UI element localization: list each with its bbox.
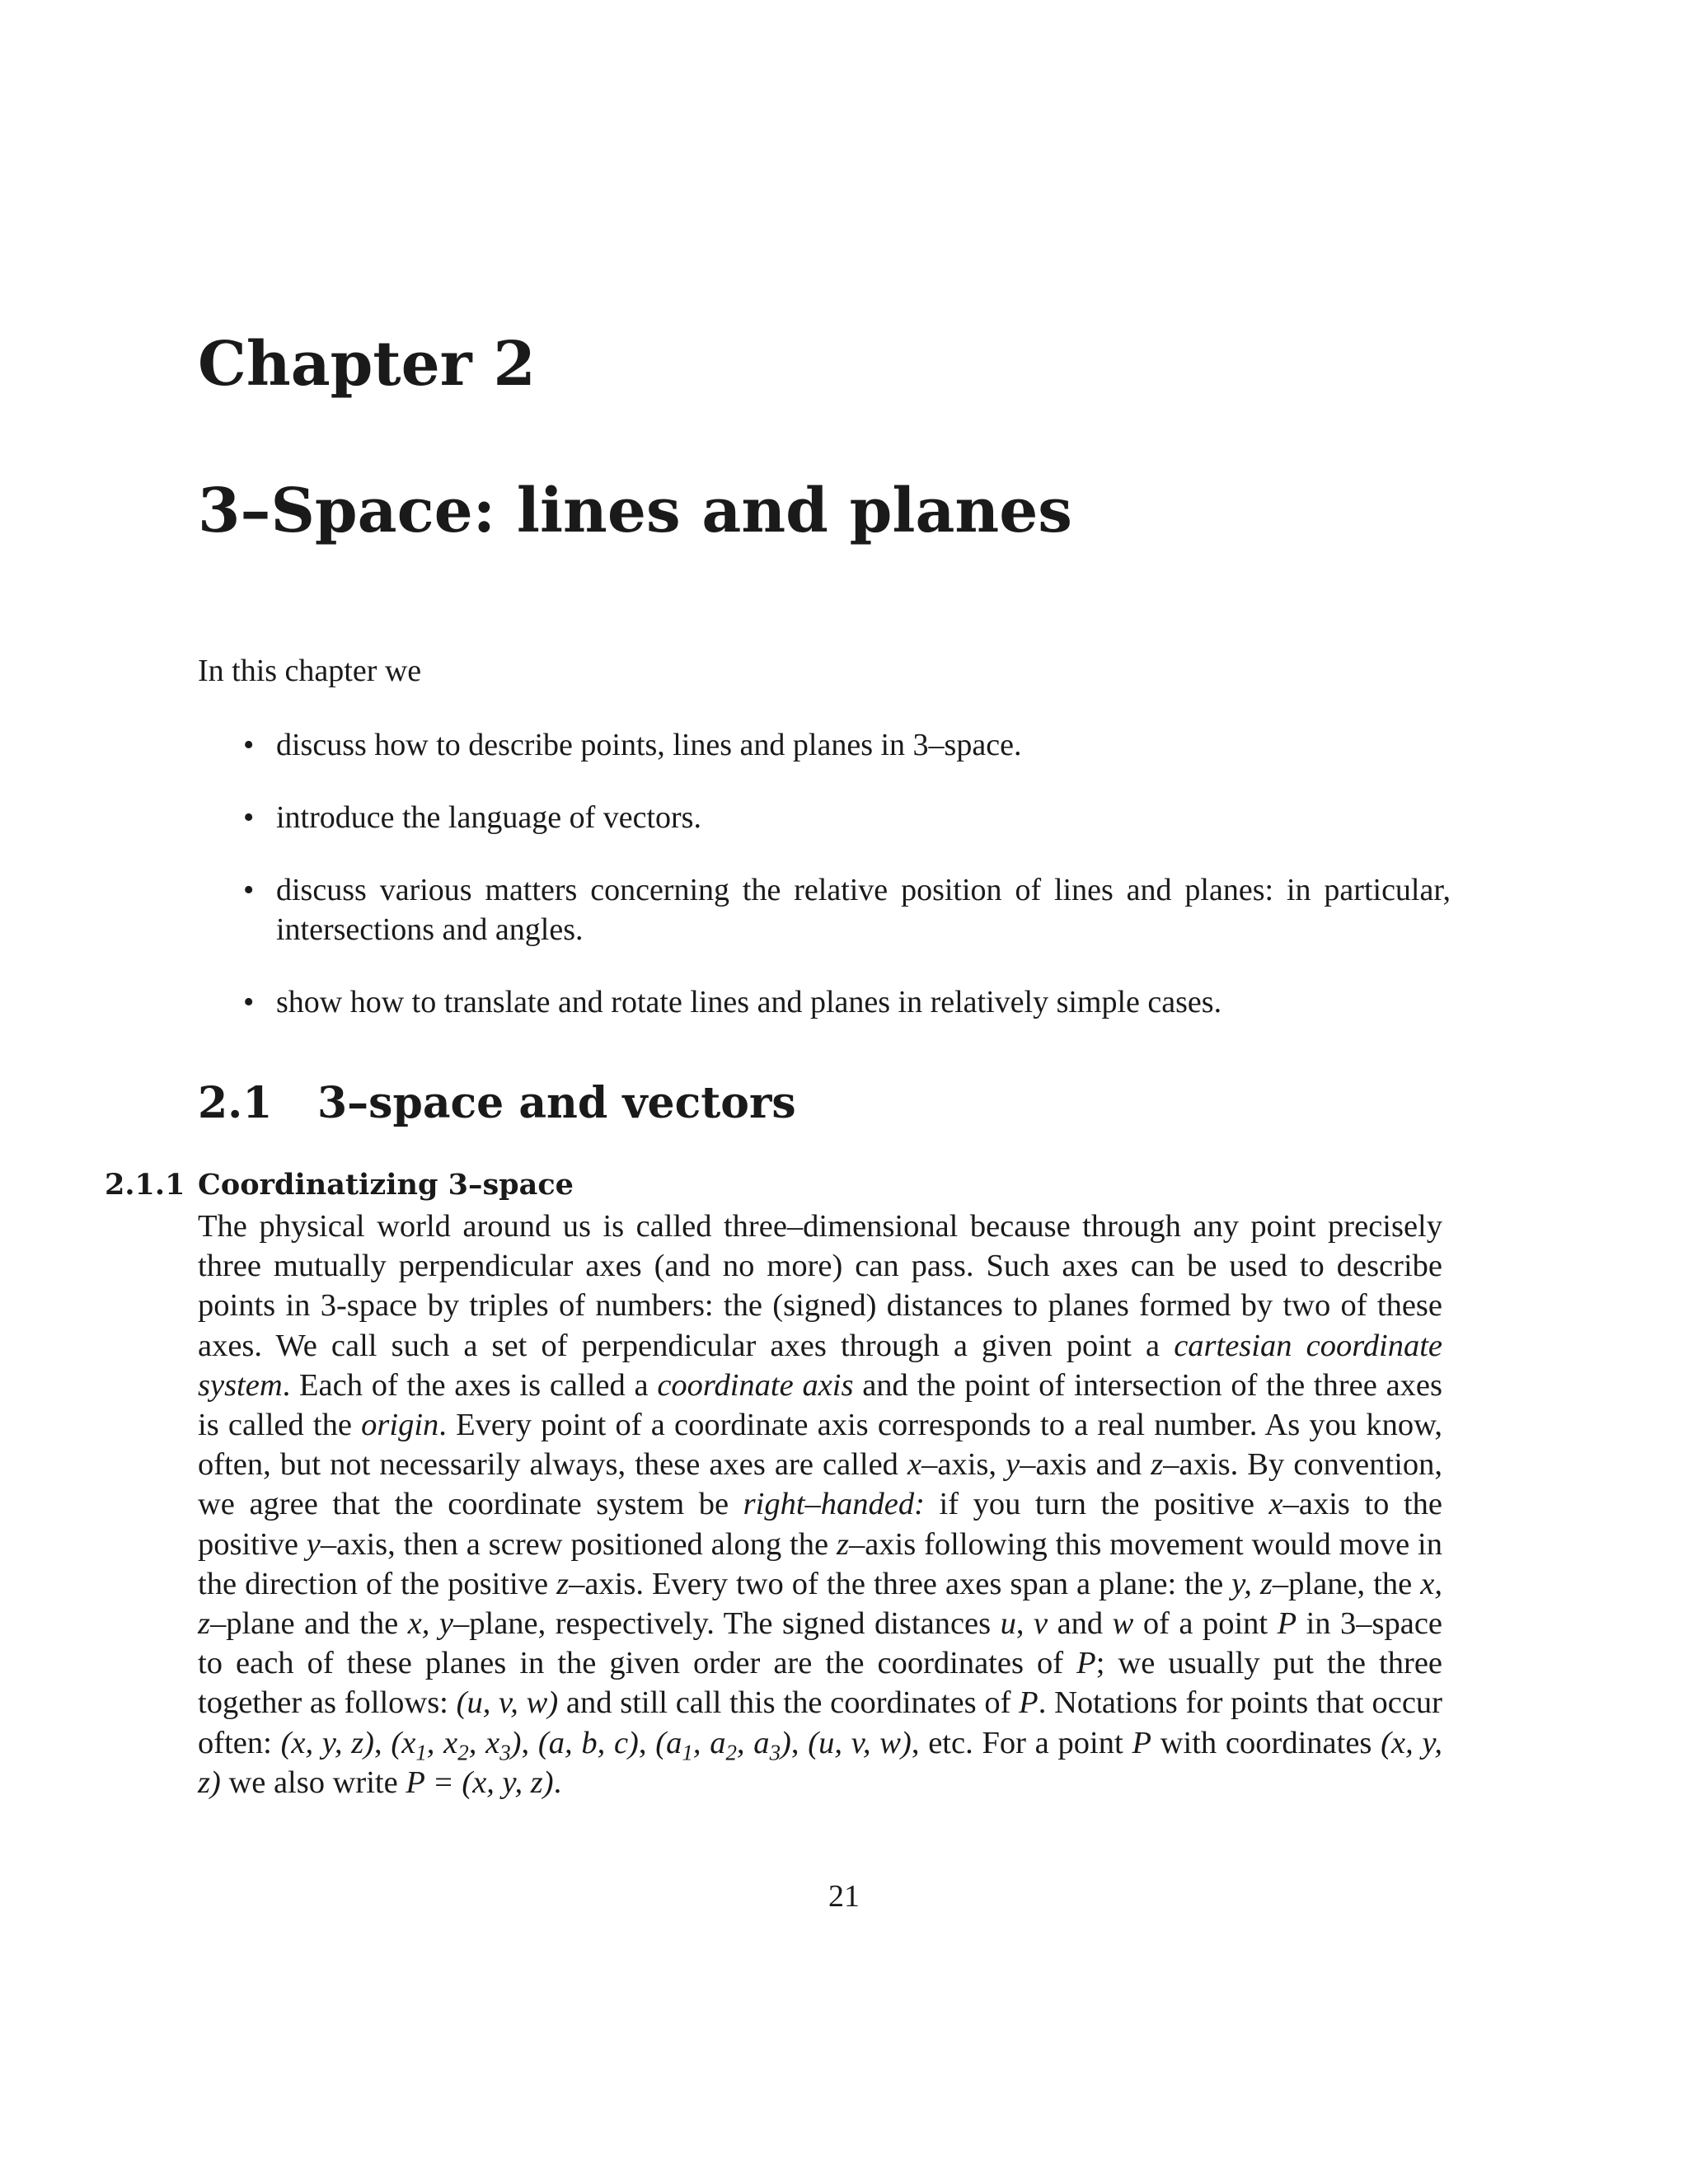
intro-lead: In this chapter we — [198, 654, 422, 688]
page-number: 21 — [828, 1879, 860, 1914]
list-item — [198, 798, 1451, 837]
list-item — [198, 982, 1451, 1022]
section-heading — [198, 1078, 796, 1128]
list-item-text: discuss various matters concerning the relative position of lines and planes: in particular, intersections and angles. — [276, 873, 1451, 947]
section-number: 2.1 — [198, 1078, 273, 1128]
list-item — [198, 870, 1451, 949]
bullet-icon: • — [243, 728, 255, 762]
subsection-title: Coordinatizing 3–space — [198, 1168, 574, 1202]
subsection-heading — [105, 1168, 574, 1202]
intro-bullet-list — [198, 725, 1451, 1055]
bullet-icon: • — [243, 985, 255, 1019]
bullet-icon: • — [243, 873, 255, 907]
subsection-number: 2.1.1 — [105, 1168, 185, 1202]
chapter-label: Chapter 2 — [198, 329, 536, 400]
chapter-title: 3–Space: lines and planes — [198, 476, 1072, 546]
list-item-text: show how to translate and rotate lines and planes in relatively simple cases. — [276, 985, 1222, 1019]
bullet-icon: • — [243, 800, 255, 835]
list-item-text: introduce the language of vectors. — [276, 800, 701, 835]
list-item-text: discuss how to describe points, lines and planes in 3–space. — [276, 728, 1022, 762]
list-item — [198, 725, 1451, 765]
body-paragraph: The physical world around us is called three–dimensional because through any point precisely three mutually perpendicular axes (and no more) can pass. Such axes can be used to describe points in 3-space by triples of numbers: the (signed) distances to planes formed by two of these axes. We call such a set of perpendicular axes through a given point a cartesian coordinate system. Each of the axes is called a coordinate axis and the point of intersection of the three axes is called the origin. Every point of a coordinate axis corresponds to a real number. As you know, often, but not necessarily always, these axes are called x–axis, y–axis and z–axis. By convention, we agree that the coordinate system be right–handed: if you turn the positive x–axis to the positive y–axis, then a screw positioned along the z–axis following this movement would move in the direction of the positive z–axis. Every two of the three axes span a plane: the y, z–plane, the x, z–plane and the x, y–plane, respectively. The signed distances u, v and w of a point P in 3–space to each of these planes in the given order are the coordinates of P; we usually put the three together as follows: (u, v, w) and still call this the coordinates of P. Notations for points that occur often: (x, y, z), ($x_1$, $x_2$, $x_3$), (a, b, c), ($a_1$, $a_2$, $a_3$), (u, v, w), etc. For a point P with coordinates (x, y, z) we also write P = (x, y, z). — [198, 1209, 1443, 1800]
section-title: 3–space and vectors — [317, 1078, 796, 1128]
